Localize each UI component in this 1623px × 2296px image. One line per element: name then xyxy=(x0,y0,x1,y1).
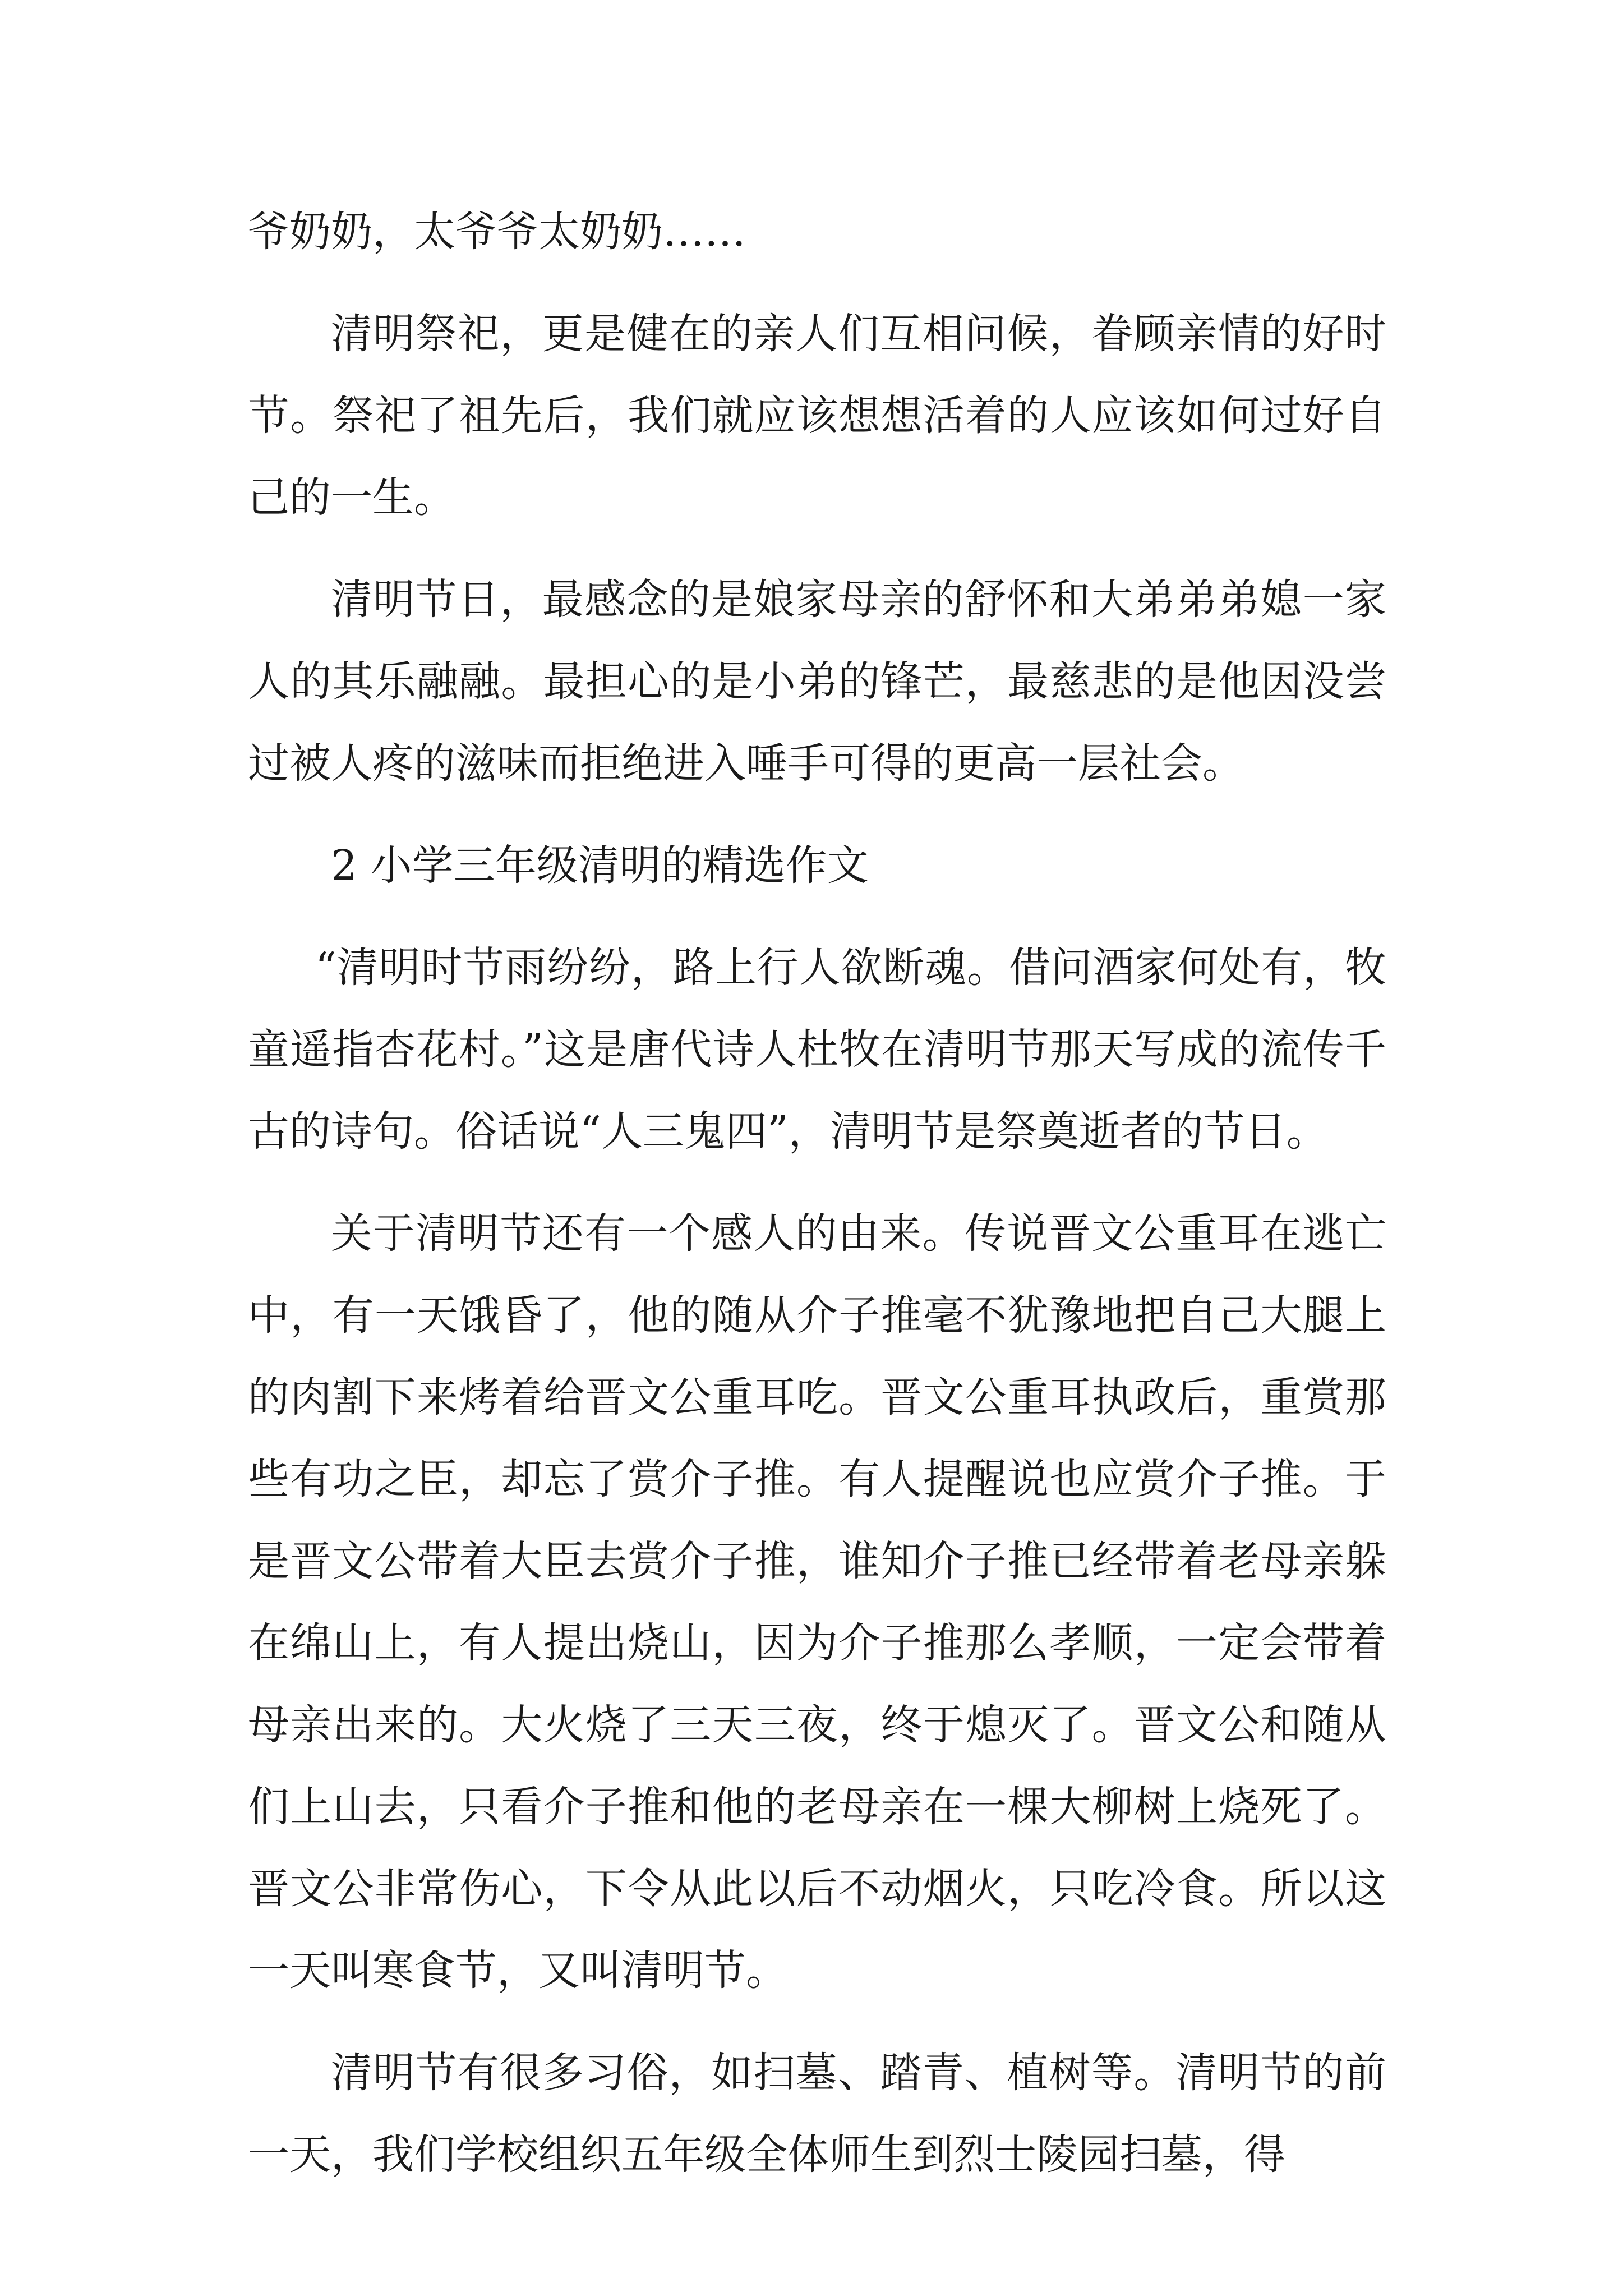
paragraph-family-greeting: 清明祭祀，更是健在的亲人们互相问候，眷顾亲情的好时节。祭祀了祖先后，我们就应该想想活着的人应该如何过好自己的一生。 xyxy=(248,310,1386,522)
section-heading: 2 小学三年级清明的精选作文 xyxy=(331,841,869,890)
paragraph-customs: 清明节有很多习俗，如扫墓、踏青、植树等。清明节的前一天，我们学校组织五年级全体师生到烈士陵园扫墓，得 xyxy=(248,2049,1386,2179)
paragraph-qingming-feelings: 清明节日，最感念的是娘家母亲的舒怀和大弟弟弟媳一家人的其乐融融。最担心的是小弟的锋芒，最慈悲的是他因没尝过被人疼的滋味而拒绝进入唾手可得的更高一层社会。 xyxy=(248,576,1386,788)
paragraph-continuation: 爷奶奶，太爷爷太奶奶…… xyxy=(248,208,746,256)
paragraph-poem-quote: “清明时节雨纷纷，路上行人欲断魂。借问酒家何处有，牧童遥指杏花村。”这是唐代诗人杜牧在清明节那天写成的流传千古的诗句。俗话说“人三鬼四”，清明节是祭奠逝者的节日。 xyxy=(248,944,1386,1156)
document-body xyxy=(248,191,1386,2216)
paragraph-origin-story: 关于清明节还有一个感人的由来。传说晋文公重耳在逃亡中，有一天饿昏了，他的随从介子推毫不犹豫地把自己大腿上的肉割下来烤着给晋文公重耳吃。晋文公重耳执政后，重赏那些有功之臣，却忘了赏介子推。有人提醒说也应赏介子推。于是晋文公带着大臣去赏介子推，谁知介子推已经带着老母亲躲在绵山上，有人提出烧山，因为介子推那么孝顺，一定会带着母亲出来的。大火烧了三天三夜，终于熄灭了。晋文公和随从们上山去，只看介子推和他的老母亲在一棵大柳树上烧死了。晋文公非常伤心，下令从此以后不动烟火，只吃冷食。所以这一天叫寒食节，又叫清明节。 xyxy=(248,1209,1386,1995)
